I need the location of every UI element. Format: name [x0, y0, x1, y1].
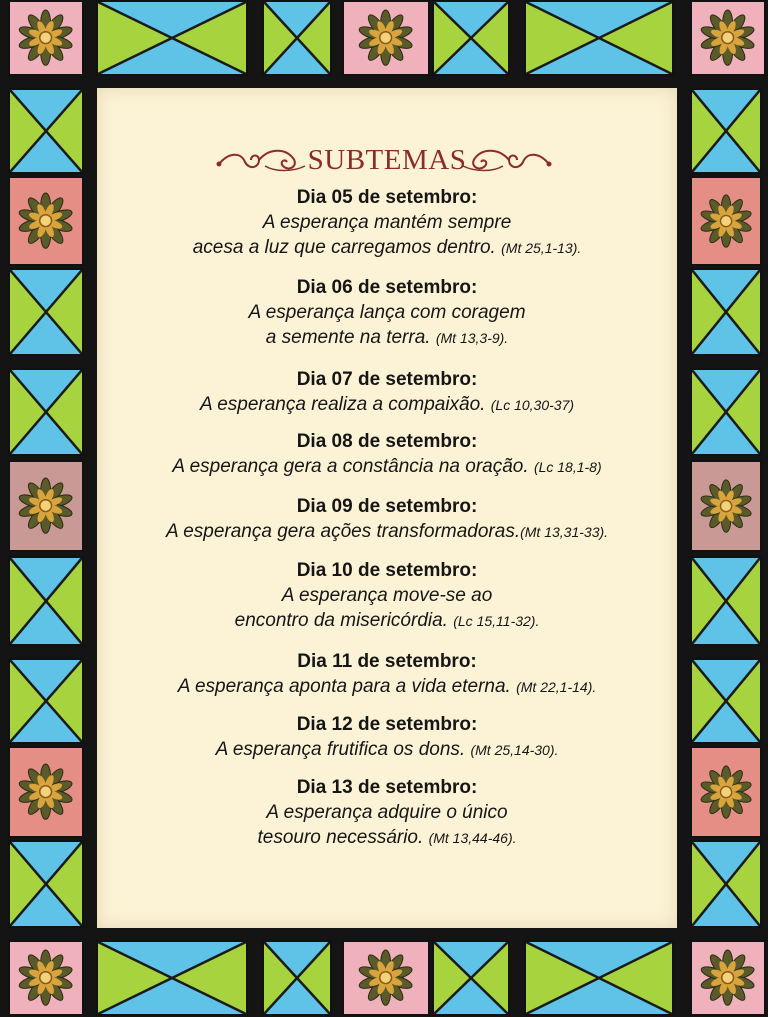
entry-text: A esperança gera a constância na oração. — [172, 456, 529, 477]
entry-text: A esperança move-se ao — [281, 585, 493, 606]
entry-text-line — [97, 674, 677, 700]
entry-date: Dia 12 de setembro: — [296, 714, 478, 735]
entry-day-08 — [97, 430, 677, 480]
heading — [97, 140, 677, 180]
diamond-glass-tile — [690, 88, 762, 174]
diamond-glass-tile — [690, 268, 762, 356]
entry-text-line — [97, 392, 677, 418]
entry-text-line — [97, 235, 677, 261]
diamond-glass-tile — [524, 940, 674, 1016]
flower-tile-icon — [690, 460, 762, 552]
flower-tile-icon — [8, 0, 84, 76]
entry-day-13 — [97, 776, 677, 851]
entry-text-end: encontro da misericórdia. — [234, 610, 448, 631]
entry-date: Dia 05 de setembro: — [296, 187, 478, 208]
entry-date: Dia 09 de setembro: — [296, 496, 478, 517]
entry-date: Dia 07 de setembro: — [296, 369, 478, 390]
entry-date: Dia 08 de setembro: — [296, 431, 478, 452]
entry-day-11 — [97, 650, 677, 700]
entry-text-line — [97, 325, 677, 351]
entry-reference: (Mt 25,14-30). — [470, 742, 559, 758]
entry-text-end: a semente na terra. — [265, 327, 431, 348]
entry-reference: (Mt 13,3-9). — [435, 330, 509, 346]
entry-day-07 — [97, 368, 677, 418]
diamond-glass-tile — [96, 0, 248, 76]
page-title: SUBTEMAS — [307, 144, 467, 176]
entry-reference: (Mt 25,1-13). — [501, 240, 582, 256]
entry-reference: (Mt 22,1-14). — [516, 679, 597, 695]
entry-day-06 — [97, 276, 677, 351]
flower-tile-icon — [342, 940, 430, 1016]
diamond-glass-tile — [8, 658, 84, 744]
diamond-glass-tile — [690, 556, 762, 646]
diamond-glass-tile — [432, 0, 510, 76]
entry-day-12 — [97, 713, 677, 763]
entry-text: A esperança gera ações transformadoras. — [165, 521, 521, 542]
diamond-glass-tile — [524, 0, 674, 76]
entry-text-end: acesa a luz que carregamos dentro. — [192, 237, 496, 258]
entry-reference: (Lc 15,11-32). — [453, 613, 540, 629]
entry-text-line — [97, 519, 677, 545]
entry-text: A esperança aponta para a vida eterna. — [177, 676, 511, 697]
entry-text: A esperança lança com coragem — [248, 302, 526, 323]
entry-text-end: tesouro necessário. — [257, 827, 424, 848]
diamond-glass-tile — [690, 368, 762, 456]
content-panel — [97, 88, 677, 928]
diamond-glass-tile — [432, 940, 510, 1016]
flower-tile-icon — [690, 176, 762, 266]
entry-date: Dia 06 de setembro: — [296, 277, 478, 298]
flower-tile-icon — [8, 746, 84, 838]
diamond-glass-tile — [8, 368, 84, 456]
flower-tile-icon — [342, 0, 430, 76]
entry-reference: (Lc 18,1-8) — [533, 459, 602, 475]
entry-text: A esperança adquire o único — [266, 802, 508, 823]
entry-text-line — [97, 454, 677, 480]
diamond-glass-tile — [8, 88, 84, 174]
entry-reference: (Mt 13,31-33). — [520, 524, 609, 540]
entry-reference: (Mt 13,44-46). — [428, 830, 517, 846]
flower-tile-icon — [690, 0, 766, 76]
diamond-glass-tile — [8, 840, 84, 928]
flower-tile-icon — [8, 176, 84, 266]
entry-text-line — [97, 825, 677, 851]
entry-date: Dia 10 de setembro: — [296, 560, 478, 581]
entry-day-10 — [97, 559, 677, 634]
right-flourish-icon — [461, 146, 553, 174]
entry-date: Dia 11 de setembro: — [297, 651, 477, 672]
diamond-glass-tile — [690, 840, 762, 928]
entry-text-line — [97, 737, 677, 763]
entry-text: A esperança frutifica os dons. — [215, 739, 466, 760]
diamond-glass-tile — [8, 556, 84, 646]
diamond-glass-tile — [262, 0, 332, 76]
entry-date: Dia 13 de setembro: — [296, 777, 478, 798]
diamond-glass-tile — [262, 940, 332, 1016]
diamond-glass-tile — [96, 940, 248, 1016]
entry-text: A esperança realiza a compaixão. — [199, 394, 486, 415]
entry-reference: (Lc 10,30-37) — [490, 397, 575, 413]
diamond-glass-tile — [8, 268, 84, 356]
entry-day-05 — [97, 186, 677, 261]
flower-tile-icon — [8, 940, 84, 1016]
entry-text: A esperança mantém sempre — [262, 212, 512, 233]
flower-tile-icon — [690, 940, 766, 1016]
entry-text-line — [97, 608, 677, 634]
diamond-glass-tile — [690, 658, 762, 744]
flower-tile-icon — [8, 460, 84, 552]
entry-day-09 — [97, 495, 677, 545]
flower-tile-icon — [690, 746, 762, 838]
